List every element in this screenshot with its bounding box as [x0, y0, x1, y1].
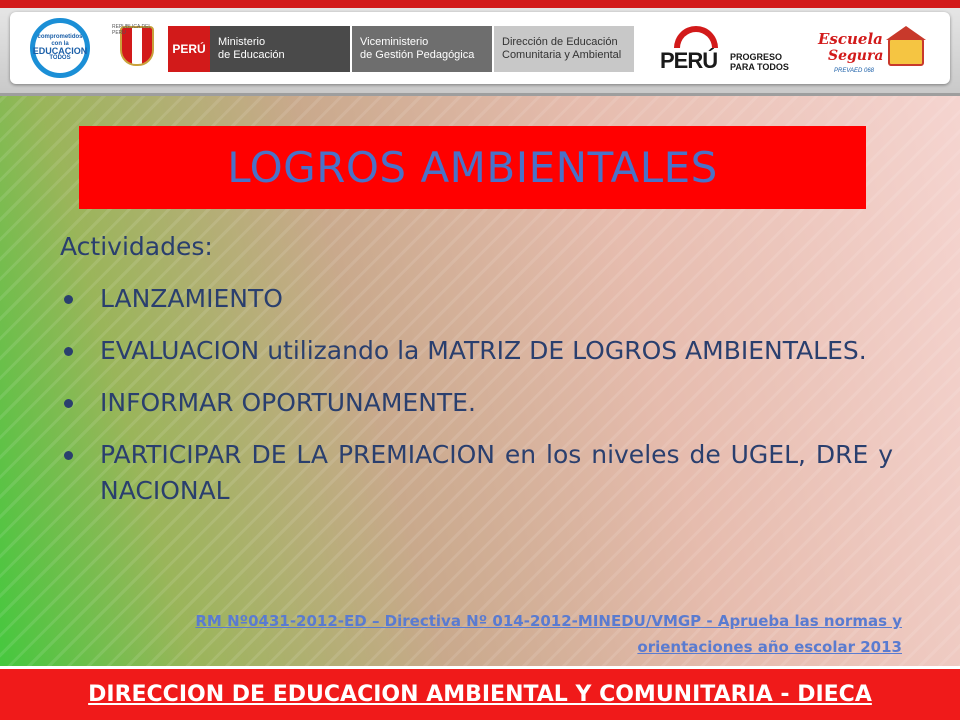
direccion-line-2: Comunitaria y Ambiental: [502, 49, 622, 61]
segura-word: Segura: [828, 48, 884, 64]
list-item-text: LANZAMIENTO: [100, 284, 283, 313]
ministerio-block: [210, 26, 350, 72]
list-item: [60, 333, 893, 369]
footer-bar: [0, 666, 960, 720]
peru-progreso-logo: [660, 26, 800, 74]
activities-heading: Actividades:: [60, 232, 213, 261]
viceministerio-line-2: de Gestión Pedagógica: [360, 49, 475, 61]
escuela-word: Escuela: [818, 30, 883, 48]
progreso-line-2: PARA TODOS: [730, 62, 789, 72]
shield-caption: REPUBLICA DEL PERU: [112, 24, 151, 36]
bullet-icon: [64, 451, 73, 460]
escuela-segura-logo: [812, 20, 932, 80]
coat-of-arms-icon: [112, 16, 162, 78]
prevaed-word: PREVAED 068: [834, 68, 875, 74]
slide-title: LOGROS AMBIENTALES: [227, 143, 718, 192]
education-logo-icon: [30, 18, 90, 78]
peru-label: PERÚ: [168, 26, 210, 72]
list-item: [60, 385, 893, 421]
peru-progreso-word: PERÚ: [660, 48, 718, 73]
direccion-line-1: Dirección de Educación: [502, 36, 618, 48]
minedu-logo: [168, 26, 634, 72]
list-item-text: EVALUACION utilizando la MATRIZ DE LOGROS AMBIENTALES.: [100, 336, 867, 365]
bullet-icon: [64, 347, 73, 356]
logo-big-text: EDUCACION: [32, 46, 88, 56]
house-icon: [888, 38, 924, 66]
slide-title-box: [79, 126, 866, 209]
progreso-line-1: PROGRESO: [730, 52, 783, 62]
direccion-block: [494, 26, 634, 72]
bullet-icon: [64, 399, 73, 408]
logo-small-text: comprometidos con la: [37, 34, 83, 47]
logo-tail-text: TODOS: [49, 55, 71, 61]
list-item: [60, 437, 893, 509]
activities-list: [60, 281, 893, 509]
footer-text: DIRECCION DE EDUCACION AMBIENTAL Y COMUNITARIA - DIECA: [88, 682, 872, 707]
slide-content: [60, 232, 893, 525]
peru-progreso-sub: [730, 52, 789, 72]
list-item-text: INFORMAR OPORTUNAMENTE.: [100, 388, 476, 417]
viceministerio-line-1: Viceministerio: [360, 36, 429, 48]
peru-arc-icon: [674, 26, 718, 48]
ministerio-line-1: Ministerio: [218, 36, 266, 48]
header-banner: [0, 0, 960, 96]
header-red-line: [0, 0, 960, 8]
list-item: [60, 281, 893, 317]
reference-link[interactable]: RM Nº0431-2012-ED – Directiva Nº 014-2012-MINEDU/VMGP - Aprueba las normas y orientaciones año escolar 2013: [195, 612, 902, 656]
list-item-text: PARTICIPAR DE LA PREMIACION en los niveles de UGEL, DRE y NACIONAL: [100, 440, 893, 505]
viceministerio-block: [352, 26, 492, 72]
bullet-icon: [64, 295, 73, 304]
ministerio-line-2: de Educación: [218, 49, 285, 61]
